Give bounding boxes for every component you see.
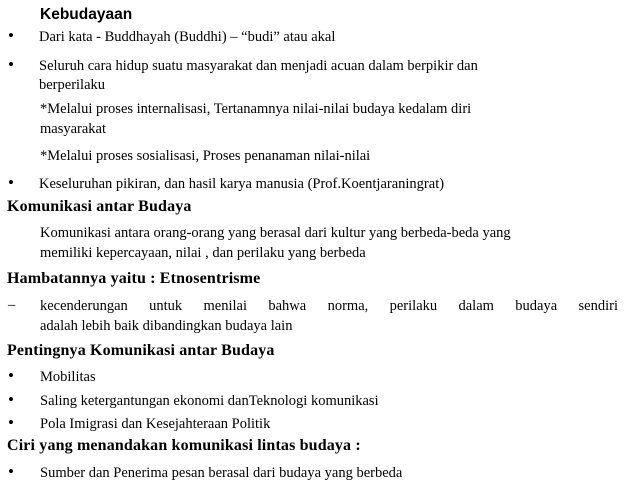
bullet-icon: • (8, 173, 14, 192)
heading-komunikasi: Komunikasi antar Budaya (7, 198, 192, 215)
komunikasi-line1: Komunikasi antara orang-orang yang berasal dari kultur yang berbeda-beda yang (40, 225, 511, 241)
komunikasi-line2: memiliki kepercayaan, nilai , dan perilaku yang berbeda (40, 245, 366, 261)
hambatan-line1: kecenderungan untuk menilai bahwa norma, perilaku dalam budaya sendiri (40, 298, 618, 314)
hambatan-line2: adalah lebih baik dibandingkan budaya lain (40, 318, 293, 334)
pentingnya-item-ekonomi: Saling ketergantungan ekonomi danTeknologi komunikasi (40, 393, 379, 409)
bullet-icon: • (8, 366, 14, 385)
sub-point-internalisasi-line2: masyarakat (40, 121, 107, 137)
point-way-of-life-line1: Seluruh cara hidup suatu masyarakat dan menjadi acuan dalam berpikir dan (39, 58, 478, 74)
pentingnya-item-mobilitas: Mobilitas (40, 369, 96, 385)
page-title: Kebudayaan (40, 6, 133, 23)
point-koentjaraningrat: Keseluruhan pikiran, dan hasil karya manusia (Prof.Koentjaraningrat) (39, 176, 445, 192)
point-way-of-life-line2: berperilaku (39, 77, 106, 93)
pentingnya-item-imigrasi: Pola Imigrasi dan Kesejahteraan Politik (40, 416, 271, 432)
bullet-icon: • (8, 413, 14, 432)
ciri-item-sumber: Sumber dan Penerima pesan berasal dari budaya yang berbeda (40, 465, 403, 481)
bullet-icon: • (8, 462, 14, 481)
heading-hambatan: Hambatannya yaitu : Etnosentrisme (7, 270, 261, 287)
dash-icon: – (8, 297, 16, 313)
bullet-icon: • (8, 26, 14, 45)
bullet-icon: • (8, 390, 14, 409)
heading-ciri: Ciri yang menandakan komunikasi lintas budaya : (7, 437, 361, 454)
heading-pentingnya: Pentingnya Komunikasi antar Budaya (7, 342, 275, 359)
sub-point-sosialisasi: *Melalui proses sosialisasi, Proses penanaman nilai-nilai (40, 148, 371, 164)
point-origin: Dari kata - Buddhayah (Buddhi) – “budi” atau akal (39, 29, 336, 45)
bullet-icon: • (8, 55, 14, 74)
sub-point-internalisasi-line1: *Melalui proses internalisasi, Tertanamnya nilai-nilai budaya kedalam diri (40, 101, 472, 117)
